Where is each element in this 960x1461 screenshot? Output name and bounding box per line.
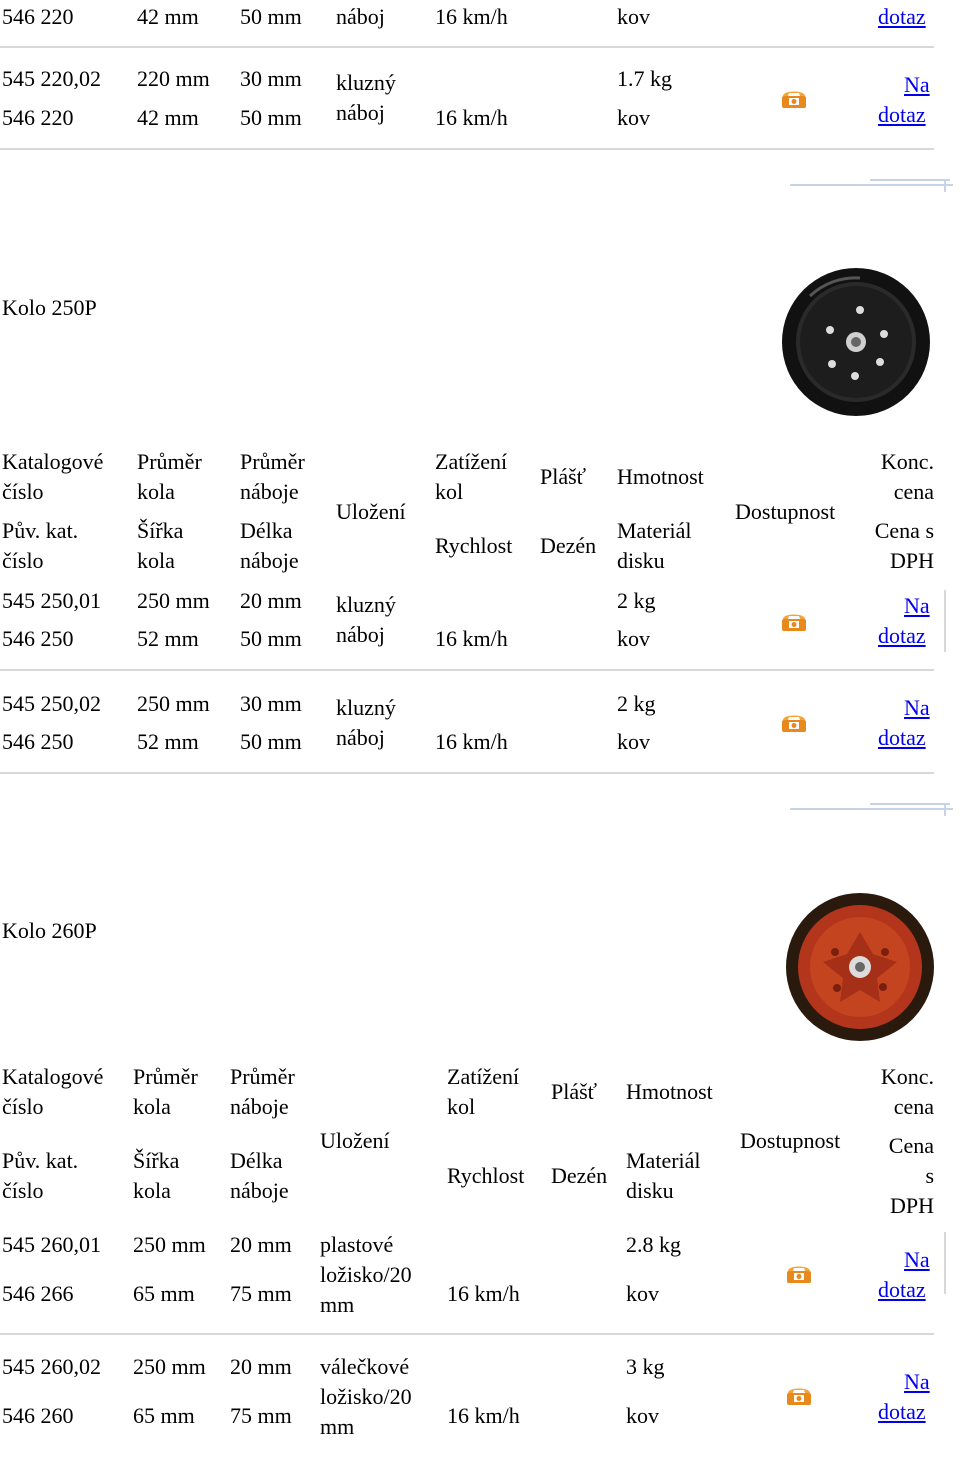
- weight: 2 kg: [617, 588, 656, 613]
- wheel-width: 65 mm: [133, 1281, 195, 1306]
- row-divider: [0, 148, 934, 150]
- header-tire: Plášť: [540, 464, 587, 489]
- header-disc-material-2: disku: [617, 548, 665, 573]
- header-price-vat-2: DPH: [889, 548, 934, 573]
- hub-diameter: 20 mm: [230, 1354, 292, 1379]
- hub-diameter: 30 mm: [240, 66, 302, 91]
- hub-length: 50 mm: [240, 626, 302, 651]
- header-price-vat-3: DPH: [889, 1193, 934, 1218]
- bearing-text: náboj: [336, 4, 385, 29]
- header-weight: Hmotnost: [626, 1079, 713, 1104]
- header-wheel-diameter-2: kola: [137, 479, 175, 504]
- price-on-request-link[interactable]: dotaz: [878, 4, 926, 29]
- header-speed: Rychlost: [435, 533, 513, 558]
- header-bearing: Uložení: [336, 499, 406, 524]
- header-wheel-width-2: kola: [133, 1178, 171, 1203]
- row-divider: [0, 772, 934, 774]
- wheel-width: 52 mm: [137, 729, 199, 754]
- bearing-line-2: náboj: [336, 622, 385, 647]
- bearing-line-2: ložisko/20: [320, 1384, 412, 1409]
- header-speed: Rychlost: [447, 1163, 525, 1188]
- hub-length: 50 mm: [240, 105, 302, 130]
- header-wheel-diameter-2: kola: [133, 1094, 171, 1119]
- price-on-request-link[interactable]: dotaz: [878, 102, 926, 127]
- catalog-number: 545 260,02: [2, 1354, 101, 1379]
- hub-diameter: 20 mm: [240, 588, 302, 613]
- orig-cat-number: 546 260: [2, 1403, 74, 1428]
- orig-cat-number: 546 266: [2, 1281, 74, 1306]
- header-disc-material-2: disku: [626, 1178, 674, 1203]
- catalog-number: 545 250,01: [2, 588, 101, 613]
- speed: 16 km/h: [447, 1403, 520, 1428]
- header-hub-diameter-2: náboje: [230, 1094, 289, 1119]
- bearing-line-1: kluzný: [336, 70, 396, 95]
- header-wheel-width: Šířka: [137, 518, 184, 543]
- catalog-number: 545 250,02: [2, 691, 101, 716]
- header-wheel-width-2: kola: [137, 548, 175, 573]
- price-on-request-link[interactable]: Na: [904, 1247, 930, 1272]
- row-divider: [0, 1333, 934, 1335]
- wheel-diameter: 250 mm: [137, 691, 210, 716]
- header-orig-number: Pův. kat.: [2, 1148, 79, 1173]
- hub-length: 50 mm: [240, 4, 302, 29]
- bearing-line-2: náboj: [336, 100, 385, 125]
- header-hub-diameter: Průměr: [240, 449, 305, 474]
- header-catalog-number: Katalogové: [2, 1064, 104, 1089]
- header-tread: Dezén: [551, 1163, 608, 1188]
- price-on-request-link[interactable]: dotaz: [878, 1399, 926, 1424]
- header-orig-number-2: číslo: [2, 1178, 44, 1203]
- wheel-width: 42 mm: [137, 105, 199, 130]
- header-availability: Dostupnost: [735, 499, 836, 524]
- header-availability: Dostupnost: [740, 1128, 841, 1153]
- header-orig-number-2: číslo: [2, 548, 44, 573]
- hub-length: 75 mm: [230, 1403, 292, 1428]
- header-disc-material: Materiál: [626, 1148, 701, 1173]
- catalog-number: 545 220,02: [2, 66, 101, 91]
- orig-cat-number: 546 250: [2, 729, 74, 754]
- hub-length: 75 mm: [230, 1281, 292, 1306]
- header-price-2: cena: [893, 479, 934, 504]
- header-orig-number: Pův. kat.: [2, 518, 79, 543]
- disc-material: kov: [626, 1403, 659, 1428]
- weight: 2.8 kg: [626, 1232, 681, 1257]
- header-load-2: kol: [447, 1094, 476, 1119]
- wheel-diameter: 220 mm: [137, 66, 210, 91]
- header-wheel-diameter: Průměr: [137, 449, 202, 474]
- header-weight: Hmotnost: [617, 464, 704, 489]
- header-hub-diameter: Průměr: [230, 1064, 295, 1089]
- bearing-line-1: kluzný: [336, 592, 396, 617]
- header-hub-length: Délka: [240, 518, 293, 543]
- header-catalog-number-2: číslo: [2, 1094, 44, 1119]
- speed: 16 km/h: [435, 4, 508, 29]
- cell-border: [944, 590, 946, 652]
- header-catalog-number: Katalogové: [2, 449, 104, 474]
- header-price: Konc.: [880, 1064, 934, 1089]
- phone-icon[interactable]: [781, 713, 807, 733]
- header-tread: Dezén: [540, 533, 597, 558]
- disc-material: kov: [617, 4, 650, 29]
- header-price-vat: Cena s: [874, 518, 934, 543]
- bearing-line-2: ložisko/20: [320, 1262, 412, 1287]
- disc-material: kov: [626, 1281, 659, 1306]
- phone-icon[interactable]: [786, 1264, 812, 1284]
- row-divider: [0, 669, 934, 671]
- phone-icon[interactable]: [781, 89, 807, 109]
- price-on-request-link[interactable]: Na: [904, 695, 930, 720]
- bearing-line-1: plastové: [320, 1232, 394, 1257]
- price-on-request-link[interactable]: dotaz: [878, 623, 926, 648]
- separator-line-icon: [790, 800, 955, 816]
- header-wheel-diameter: Průměr: [133, 1064, 198, 1089]
- wheel-diameter: 250 mm: [133, 1232, 206, 1257]
- header-load: Zatížení: [435, 449, 508, 474]
- orig-cat-number: 546 220: [2, 105, 74, 130]
- speed: 16 km/h: [447, 1281, 520, 1306]
- weight: 1.7 kg: [617, 66, 672, 91]
- weight: 3 kg: [626, 1354, 665, 1379]
- orig-cat-number: 546 250: [2, 626, 74, 651]
- hub-length: 50 mm: [240, 729, 302, 754]
- price-on-request-link[interactable]: dotaz: [878, 725, 926, 750]
- header-tire: Plášť: [551, 1079, 598, 1104]
- hub-diameter: 30 mm: [240, 691, 302, 716]
- speed: 16 km/h: [435, 626, 508, 651]
- wheel-product-image: [780, 266, 932, 418]
- header-catalog-number-2: číslo: [2, 479, 44, 504]
- row-divider: [0, 46, 934, 48]
- section-title: Kolo 260P: [2, 918, 97, 943]
- bearing-line-3: mm: [320, 1414, 355, 1439]
- disc-material: kov: [617, 626, 650, 651]
- price-on-request-link[interactable]: Na: [904, 72, 930, 97]
- weight: 2 kg: [617, 691, 656, 716]
- hub-diameter: 20 mm: [230, 1232, 292, 1257]
- price-on-request-link[interactable]: Na: [904, 1369, 930, 1394]
- header-price-2: cena: [893, 1094, 934, 1119]
- header-price-vat: Cena: [888, 1133, 934, 1158]
- header-hub-diameter-2: náboje: [240, 479, 299, 504]
- bearing-line-1: válečkové: [320, 1354, 410, 1379]
- price-on-request-link[interactable]: dotaz: [878, 1277, 926, 1302]
- wheel-diameter: 250 mm: [133, 1354, 206, 1379]
- header-load-2: kol: [435, 479, 464, 504]
- cell-border: [944, 1232, 946, 1294]
- catalog-number: 545 260,01: [2, 1232, 101, 1257]
- disc-material: kov: [617, 105, 650, 130]
- speed: 16 km/h: [435, 105, 508, 130]
- wheel-width: 42 mm: [137, 4, 199, 29]
- section-title: Kolo 250P: [2, 295, 97, 320]
- bearing-line-3: mm: [320, 1292, 355, 1317]
- header-hub-length: Délka: [230, 1148, 283, 1173]
- header-load: Zatížení: [447, 1064, 520, 1089]
- header-hub-length-2: náboje: [240, 548, 299, 573]
- bearing-line-1: kluzný: [336, 695, 396, 720]
- phone-icon[interactable]: [786, 1386, 812, 1406]
- header-disc-material: Materiál: [617, 518, 692, 543]
- wheel-width: 65 mm: [133, 1403, 195, 1428]
- header-hub-length-2: náboje: [230, 1178, 289, 1203]
- header-wheel-width: Šířka: [133, 1148, 180, 1173]
- separator-line-icon: [790, 176, 955, 192]
- orig-cat-number: 546 220: [2, 4, 74, 29]
- disc-material: kov: [617, 729, 650, 754]
- price-on-request-link[interactable]: Na: [904, 593, 930, 618]
- header-price-vat-2: s: [925, 1163, 934, 1188]
- header-bearing: Uložení: [320, 1128, 390, 1153]
- speed: 16 km/h: [435, 729, 508, 754]
- bearing-line-2: náboj: [336, 725, 385, 750]
- wheel-diameter: 250 mm: [137, 588, 210, 613]
- wheel-product-image: [785, 892, 935, 1042]
- wheel-width: 52 mm: [137, 626, 199, 651]
- header-price: Konc.: [880, 449, 934, 474]
- phone-icon[interactable]: [781, 612, 807, 632]
